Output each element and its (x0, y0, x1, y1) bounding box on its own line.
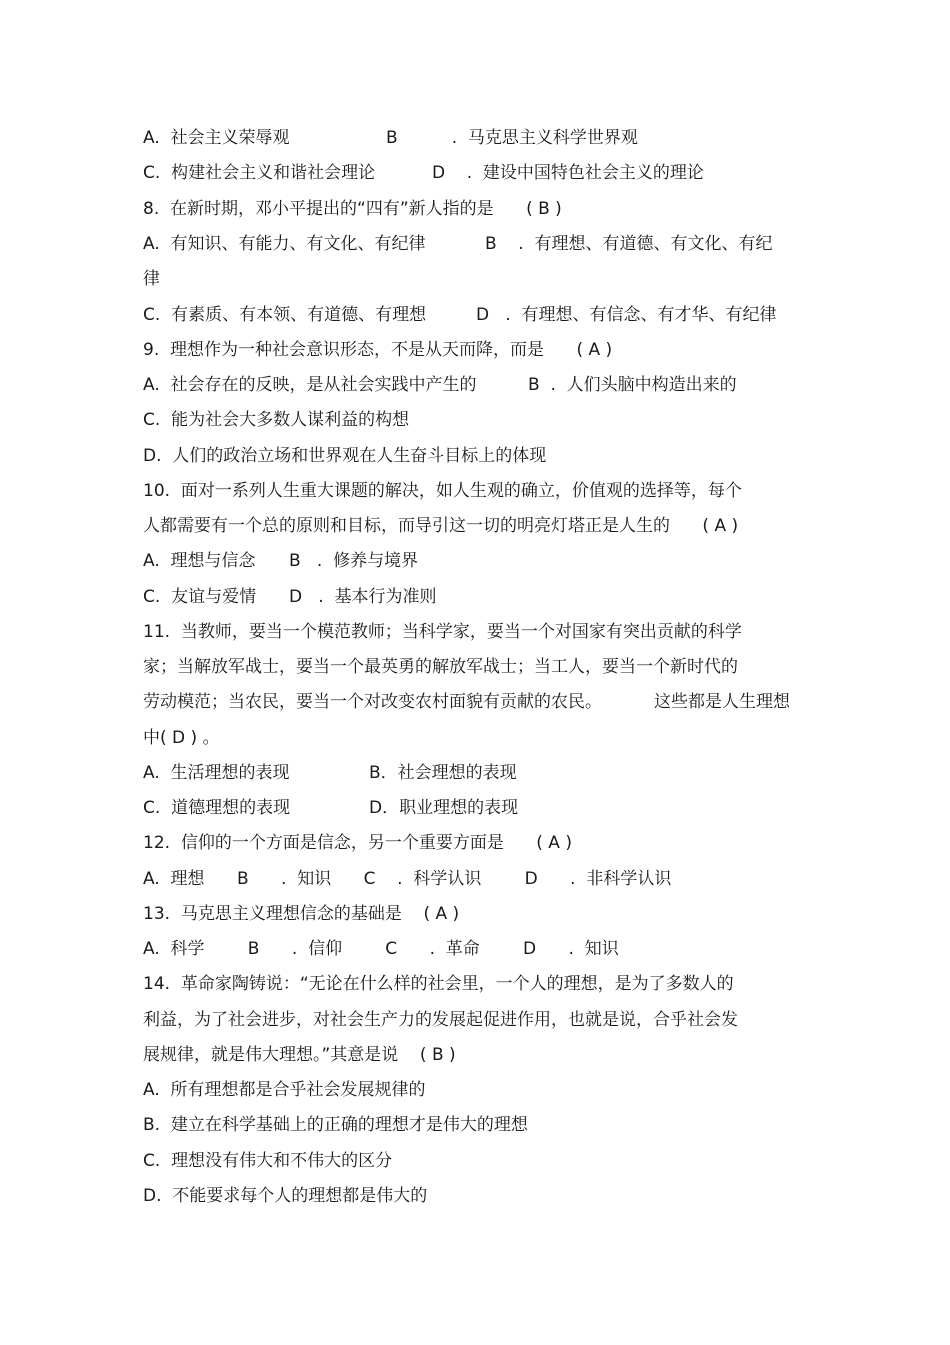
text-line (143, 937, 619, 961)
line-text: 人都需要有一个总的原则和目标，而导引这一切的明亮灯塔正是人生的 ( A ) (143, 516, 739, 536)
line-text: A. 社会主义荣辱观 (143, 128, 290, 148)
text-line (143, 690, 790, 714)
line-text-col2: 这些都是人生理想 (654, 692, 790, 712)
line-text: 律 (143, 269, 160, 289)
text-line (143, 408, 409, 432)
text-line (143, 1078, 426, 1102)
question-line (143, 831, 572, 855)
line-text: A. 有知识、有能力、有文化、有纪律 (143, 234, 426, 254)
text-line (143, 161, 704, 185)
line-text: 劳动模范；当农民，要当一个对改变农村面貌有贡献的农民。 (143, 692, 602, 712)
line-text: A. 科学 B . 信仰 C . 革命 D . 知识 (143, 939, 619, 959)
line-text-col2: B . 人们头脑中构造出来的 (528, 375, 737, 395)
text-line (143, 726, 220, 750)
text-line (143, 867, 671, 891)
line-text: 家；当解放军战士，要当一个最英勇的解放军战士；当工人，要当一个新时代的 (143, 657, 738, 677)
line-text: D. 人们的政治立场和世界观在人生奋斗目标上的体现 (143, 446, 547, 466)
line-text-col2: B . 修养与境界 (289, 551, 419, 571)
line-text: A. 理想 B . 知识 C . 科学认识 D . 非科学认识 (143, 869, 672, 889)
line-text-col2: B．社会理想的表现 (369, 763, 517, 783)
question-line (143, 620, 742, 644)
text-line (143, 1113, 528, 1137)
text-line (143, 1184, 427, 1208)
line-text: C. 道德理想的表现 (143, 798, 291, 818)
line-text: 12. 信仰的一个方面是信念，另一个重要方面是 ( A ) (143, 833, 572, 853)
text-line (143, 1149, 392, 1173)
line-text: 14. 革命家陶铸说：“无论在什么样的社会里，一个人的理想，是为了多数人的 (143, 974, 734, 994)
line-text-col2: B . 马克思主义科学世界观 (386, 128, 638, 148)
line-text: C. 理想没有伟大和不伟大的区分 (143, 1151, 393, 1171)
text-line (143, 655, 738, 679)
text-line (143, 444, 546, 468)
question-line (143, 197, 562, 221)
line-text: 利益，为了社会进步，对社会生产力的发展起促进作用，也就是说，合乎社会发 (143, 1010, 738, 1030)
line-text: A. 所有理想都是合乎社会发展规律的 (143, 1080, 426, 1100)
text-line (143, 303, 777, 327)
text-line (143, 232, 773, 256)
question-line (143, 514, 738, 538)
line-text: 展规律，就是伟大理想。”其意是说 ( B ) (143, 1045, 456, 1065)
line-text: D. 不能要求每个人的理想都是伟大的 (143, 1186, 428, 1206)
line-text: B. 建立在科学基础上的正确的理想才是伟大的理想 (143, 1115, 528, 1135)
question-line (143, 479, 742, 503)
line-text: C. 构建社会主义和谐社会理论 (143, 163, 376, 183)
line-text-col2: B . 有理想、有道德、有文化、有纪 (485, 234, 773, 254)
text-line (143, 585, 437, 609)
line-text: A. 社会存在的反映，是从社会实践中产生的 (143, 375, 477, 395)
question-line (143, 338, 612, 362)
line-text: 11. 当教师，要当一个模范教师；当科学家，要当一个对国家有突出贡献的科学 (143, 622, 742, 642)
text-line (143, 126, 638, 150)
line-text: 8. 在新时期，邓小平提出的“四有”新人指的是 ( B ) (143, 199, 562, 219)
line-text: C. 能为社会大多数人谋利益的构想 (143, 410, 410, 430)
line-text: 9. 理想作为一种社会意识形态，不是从天而降，而是 ( A ) (143, 340, 613, 360)
text-line (143, 796, 519, 820)
text-line (143, 1008, 738, 1032)
question-line (143, 902, 459, 926)
line-text-col2: D．职业理想的表现 (369, 798, 519, 818)
line-text: 中( D ) 。 (143, 728, 220, 748)
line-text-col2: D . 建设中国特色社会主义的理论 (432, 163, 704, 183)
line-text-col2: D . 基本行为准则 (289, 587, 437, 607)
text-line (143, 549, 419, 573)
line-text: 10. 面对一系列人生重大课题的解决，如人生观的确立，价值观的选择等，每个 (143, 481, 742, 501)
line-text: C. 友谊与爱情 (143, 587, 257, 607)
text-line (143, 267, 160, 291)
text-line (143, 373, 737, 397)
line-text: A. 理想与信念 (143, 551, 256, 571)
text-line (143, 761, 517, 785)
question-line (143, 972, 734, 996)
line-text: C. 有素质、有本领、有道德、有理想 (143, 305, 427, 325)
text-line (143, 1043, 456, 1067)
line-text-col2: D . 有理想、有信念、有才华、有纪律 (476, 305, 777, 325)
line-text: 13. 马克思主义理想信念的基础是 ( A ) (143, 904, 460, 924)
line-text: A. 生活理想的表现 (143, 763, 290, 783)
